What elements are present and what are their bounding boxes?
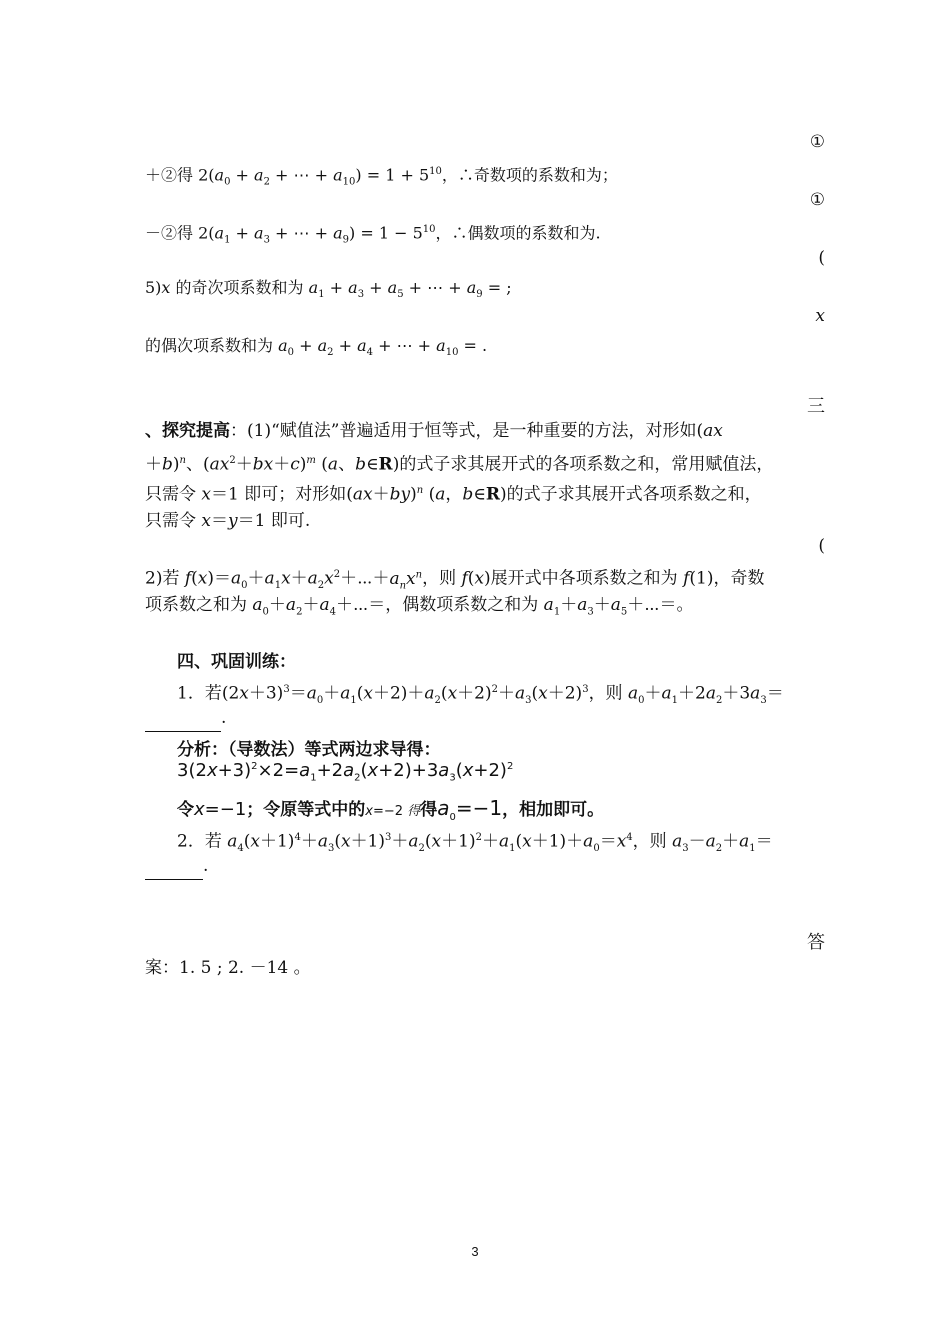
f-paragraph-line1: 2)若 $f(x)=a_0+a_1x+a_2x^2+\cdots+a_nx^n$，则 f(x)展开式中各项系数之和为 f(1)，奇数 — [145, 568, 765, 592]
section3-line2: ＋b)$^n$、$(ax^2+bx+c)^m$ (a、b∈R)的式子求其展开式的各项系数之和，常用赋值法， — [145, 454, 774, 475]
section3-line1: 、探究提高：(1)“赋值法”普遍适用于恒等式，是一种重要的方法，对形如(ax — [145, 421, 723, 441]
open-paren-2: ( — [818, 536, 825, 556]
question-2: 2．若 $a_4(x+1)^4+a_3(x+1)^3+a_2(x+1)^2+a_1(x+1)+a_0=x^4$，则 $a_3-a_2+a_1=$ — [177, 831, 773, 855]
section3-title: 、探究提高 — [145, 421, 230, 441]
answer-line: 案：1. 5 ; 2. －14 。 — [145, 958, 311, 978]
x-mark: x — [815, 306, 825, 326]
even-terms-line: 的偶次项系数和为 $a_0 + a_2 + a_4$ + ⋯ + $a_{10}$ = . — [145, 336, 488, 359]
odd-terms-line: 5)x 的奇次项系数和为 $a_1 + a_3 + a_5$ + ⋯ + $a_9$ = ; — [145, 278, 512, 301]
question-1-blank: . — [145, 704, 226, 732]
analysis-hint: 令x=−1；令原等式中的x=−2 得得$a_0=-1$，相加即可。 — [177, 796, 605, 823]
question-2-blank: . — [145, 852, 208, 880]
section3-char: 三 — [807, 396, 825, 417]
page-number: 3 — [471, 1244, 479, 1259]
analysis-label: 分析：（导数法）等式两边求导得： — [177, 740, 441, 760]
line-plus: ＋②得 $2(a_0 + a_2$ + ⋯ + $a_{10}) = 1 + 5^{10}$，∴奇数项的系数和为； — [145, 165, 618, 188]
line-minus: －②得 $2(a_1 + a_3$ + ⋯ + $a_9) = 1 - 5^{10}$，∴偶数项的系数和为. — [145, 223, 601, 246]
derivative-equation: $3(2x+3)^2\times 2=a_1+2a_2(x+2)+3a_3(x+2)^2$ — [177, 760, 514, 784]
answer-blank-1 — [145, 713, 221, 732]
question-1: 1．若$(2x+3)^3=a_0+a_1(x+2)+a_2(x+2)^2+a_3(x+2)^3$，则 $a_0+a_1+2a_2+3a_3=$ — [177, 683, 784, 707]
f-paragraph-line2: 项系数之和为 $a_0+a_2+a_4+\cdots=$，偶数项系数之和为 $a_1+a_3+a_5+\cdots=$。 — [145, 595, 694, 618]
circle-mark-1: ① — [809, 132, 825, 152]
answer-blank-2 — [145, 861, 203, 880]
circle-mark-2: ① — [809, 190, 825, 210]
answer-char: 答 — [807, 932, 825, 953]
section3-line4: 只需令 x＝y＝1 即可. — [145, 511, 311, 531]
section4-title: 四、巩固训练： — [177, 652, 296, 672]
open-paren-1: ( — [818, 248, 825, 268]
section3-line3: 只需令 x＝1 即可；对形如$(ax+by)^n$ (a，b∈R)的式子求其展开式各项系数之和， — [145, 484, 762, 505]
